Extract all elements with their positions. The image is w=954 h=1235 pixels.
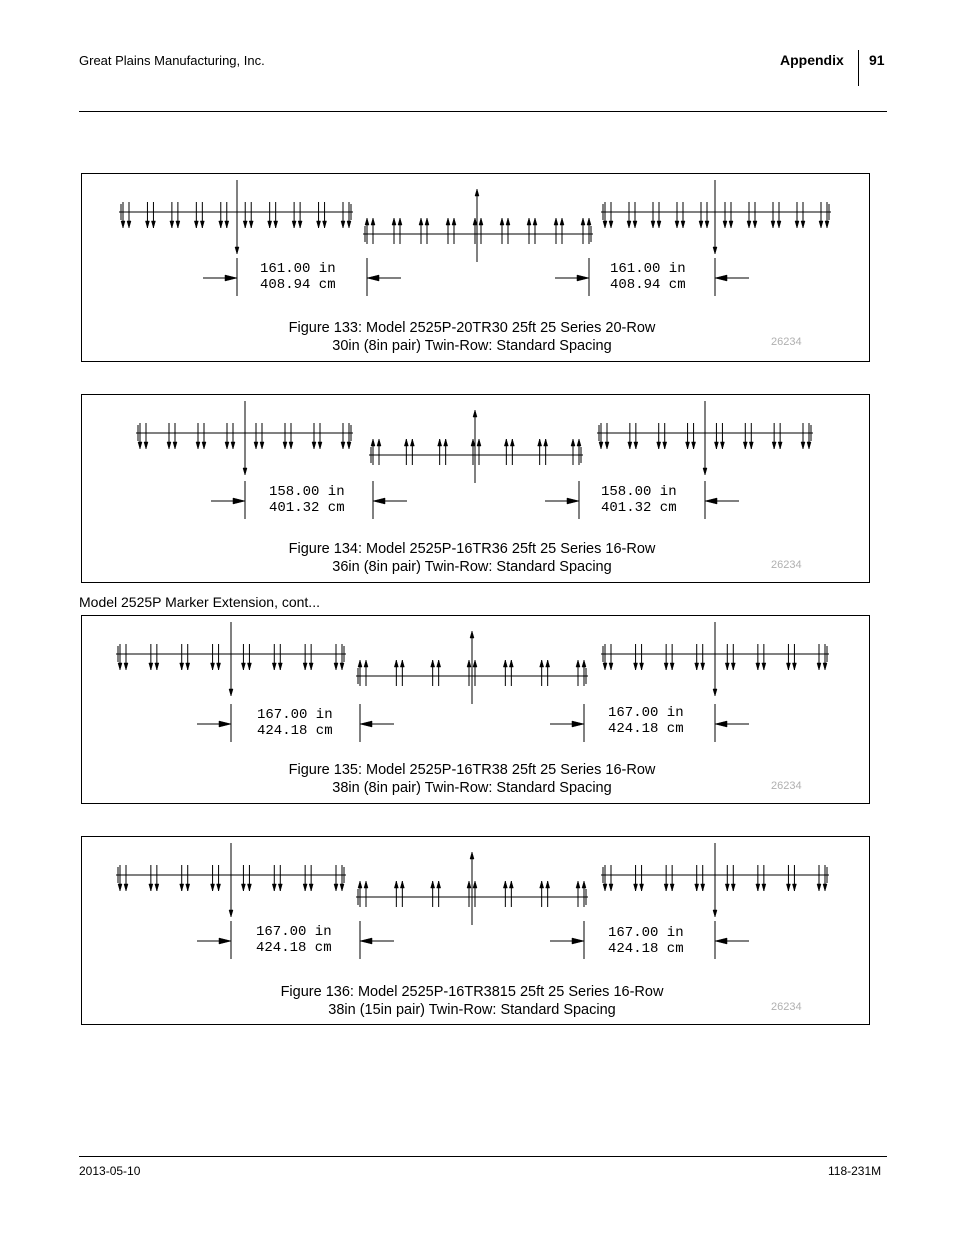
row-unit-arrow [473,881,477,888]
row-unit-arrow [437,660,441,667]
left-dimension-label: 167.00 in 424.18 cm [257,707,333,739]
figure-caption: Figure 134: Model 2525P-16TR36 25ft 25 Series 16-Row 36in (8in pair) Twin-Row: Standard Spacing [288,541,656,575]
row-unit-arrow [473,218,477,225]
row-unit-arrow [225,442,229,449]
row-unit-arrow [121,221,125,228]
right-dimension-label: 158.00 in 401.32 cm [601,484,677,516]
row-unit-arrow [546,881,550,888]
row-unit-arrow [340,884,344,891]
row-unit-arrow [431,881,435,888]
row-unit-arrow [675,221,679,228]
dimension-arrow [572,721,584,727]
center-arrow [235,247,239,254]
row-unit-arrow [560,218,564,225]
row-unit-arrow [303,884,307,891]
row-unit-arrow [309,884,313,891]
header-company: Great Plains Manufacturing, Inc. [79,53,265,68]
row-unit-arrow [554,218,558,225]
row-unit-arrow [544,439,548,446]
row-unit-arrow [628,442,632,449]
row-unit-arrow [777,221,781,228]
row-unit-arrow [479,218,483,225]
row-unit-arrow [701,884,705,891]
row-unit-arrow [243,221,247,228]
row-unit-arrow [176,221,180,228]
row-unit-arrow [823,884,827,891]
row-unit-arrow [173,442,177,449]
row-unit-arrow [446,218,450,225]
center-arrow [229,689,233,696]
row-unit-arrow [467,660,471,667]
row-unit-arrow [341,221,345,228]
row-unit-arrow [400,660,404,667]
figure-number: 26234 [771,559,802,571]
row-unit-arrow [792,884,796,891]
dimension-arrow [567,498,579,504]
row-unit-arrow [640,663,644,670]
row-unit-arrow [217,884,221,891]
row-unit-arrow [118,884,122,891]
row-unit-arrow [603,221,607,228]
row-unit-arrow [317,221,321,228]
row-unit-arrow [145,221,149,228]
row-unit-arrow [587,218,591,225]
row-unit-arrow [725,884,729,891]
right-dimension-label: 161.00 in 408.94 cm [610,261,686,293]
row-unit-arrow [506,218,510,225]
center-arrow [470,631,474,638]
row-unit-arrow [138,442,142,449]
row-unit-arrow [500,218,504,225]
row-unit-arrow [151,221,155,228]
row-unit-arrow [404,439,408,446]
row-unit-arrow [801,221,805,228]
row-unit-arrow [729,221,733,228]
dimension-arrow [705,498,717,504]
row-unit-arrow [127,221,131,228]
row-unit-arrow [503,660,507,667]
row-unit-arrow [786,884,790,891]
figure-number: 26234 [771,336,802,348]
row-unit-arrow [753,221,757,228]
row-unit-arrow [444,439,448,446]
row-unit-arrow [341,442,345,449]
row-unit-arrow [365,218,369,225]
row-unit-arrow [186,884,190,891]
dimension-arrow [360,938,372,944]
row-unit-arrow [211,884,215,891]
row-unit-arrow [431,660,435,667]
left-dimension-label: 161.00 in 408.94 cm [260,261,336,293]
row-unit-arrow [705,221,709,228]
row-unit-arrow [347,442,351,449]
row-unit-arrow [364,881,368,888]
row-unit-arrow [180,663,184,670]
row-unit-arrow [318,442,322,449]
row-unit-arrow [819,221,823,228]
row-unit-arrow [452,218,456,225]
row-unit-arrow [419,218,423,225]
dimension-arrow [577,275,589,281]
row-unit-arrow [186,663,190,670]
row-unit-arrow [807,442,811,449]
dimension-arrow [219,721,231,727]
row-unit-arrow [509,660,513,667]
dimension-arrow [373,498,385,504]
row-unit-arrow [720,442,724,449]
row-unit-arrow [756,663,760,670]
row-unit-arrow [217,663,221,670]
row-unit-arrow [747,221,751,228]
row-unit-arrow [786,663,790,670]
row-unit-arrow [274,221,278,228]
row-unit-arrow [527,218,531,225]
figure-136 [81,836,870,1025]
row-unit-arrow [202,442,206,449]
row-unit-arrow [231,442,235,449]
row-unit-arrow [347,221,351,228]
figure-caption: Figure 133: Model 2525P-20TR30 25ft 25 Series 20-Row 30in (8in pair) Twin-Row: Standard Spacing [288,320,656,354]
row-unit-arrow [200,221,204,228]
header-rule [79,111,887,112]
row-unit-arrow [651,221,655,228]
row-unit-arrow [686,442,690,449]
row-unit-arrow [577,439,581,446]
row-unit-arrow [247,884,251,891]
row-unit-arrow [509,881,513,888]
row-unit-arrow [681,221,685,228]
row-unit-arrow [358,660,362,667]
row-unit-arrow [260,442,264,449]
dimension-arrow [225,275,237,281]
row-unit-arrow [180,884,184,891]
row-unit-arrow [504,439,508,446]
row-unit-arrow [211,663,215,670]
row-unit-arrow [358,881,362,888]
row-unit-arrow [410,439,414,446]
row-unit-arrow [657,221,661,228]
row-unit-arrow [392,218,396,225]
center-arrow [713,910,717,917]
row-unit-arrow [289,442,293,449]
row-unit-arrow [425,218,429,225]
row-unit-arrow [695,663,699,670]
row-unit-arrow [725,663,729,670]
row-unit-arrow [334,884,338,891]
center-arrow [470,852,474,859]
row-unit-arrow [609,663,613,670]
row-unit-arrow [817,663,821,670]
center-arrow [473,410,477,417]
figure-134 [81,394,870,583]
row-unit-arrow [219,221,223,228]
row-unit-arrow [546,660,550,667]
row-unit-arrow [241,663,245,670]
row-unit-arrow [795,221,799,228]
footer-date: 2013-05-10 [79,1164,141,1178]
figure-135 [81,615,870,804]
row-unit-arrow [323,221,327,228]
section-subheading: Model 2525P Marker Extension, cont... [79,594,320,610]
row-unit-arrow [771,221,775,228]
row-unit-arrow [778,442,782,449]
row-unit-arrow [309,663,313,670]
row-unit-arrow [699,221,703,228]
row-unit-arrow [394,660,398,667]
row-unit-arrow [312,442,316,449]
row-unit-arrow [743,442,747,449]
row-unit-arrow [149,663,153,670]
row-unit-arrow [731,663,735,670]
row-unit-arrow [627,221,631,228]
row-unit-arrow [377,439,381,446]
row-unit-arrow [437,881,441,888]
row-unit-arrow [664,663,668,670]
row-unit-arrow [225,221,229,228]
row-unit-arrow [756,884,760,891]
row-unit-arrow [340,663,344,670]
center-arrow [713,689,717,696]
row-unit-arrow [241,884,245,891]
row-unit-arrow [749,442,753,449]
row-unit-arrow [605,442,609,449]
row-unit-arrow [538,439,542,446]
row-unit-arrow [576,881,580,888]
row-unit-arrow [272,884,276,891]
row-unit-arrow [278,663,282,670]
row-unit-arrow [477,439,481,446]
row-unit-arrow [772,442,776,449]
row-unit-arrow [670,884,674,891]
row-unit-arrow [170,221,174,228]
row-unit-arrow [155,884,159,891]
footer-rule [79,1156,887,1157]
row-unit-arrow [278,884,282,891]
row-unit-arrow [400,881,404,888]
row-unit-arrow [603,663,607,670]
footer-document-number: 118-231M [828,1164,882,1178]
header-page-number: 91 [869,52,885,68]
row-unit-arrow [762,884,766,891]
row-unit-arrow [398,218,402,225]
row-unit-arrow [599,442,603,449]
left-dimension-label: 167.00 in 424.18 cm [256,924,332,956]
row-unit-arrow [576,660,580,667]
row-unit-arrow [254,442,258,449]
row-unit-arrow [298,221,302,228]
row-unit-arrow [473,660,477,667]
center-arrow [229,910,233,917]
row-unit-arrow [670,663,674,670]
dimension-arrow [233,498,245,504]
row-unit-arrow [581,218,585,225]
row-unit-arrow [124,663,128,670]
row-unit-arrow [533,218,537,225]
row-unit-arrow [603,884,607,891]
figure-number: 26234 [771,1001,802,1013]
center-arrow [243,468,247,475]
figure-number: 26234 [771,780,802,792]
dimension-arrow [715,938,727,944]
row-unit-arrow [467,881,471,888]
figure-133 [81,173,870,362]
right-dimension-label: 167.00 in 424.18 cm [608,705,684,737]
row-unit-arrow [540,660,544,667]
row-unit-arrow [731,884,735,891]
row-unit-arrow [371,218,375,225]
row-unit-arrow [692,442,696,449]
row-unit-arrow [817,884,821,891]
row-unit-arrow [634,884,638,891]
row-unit-arrow [144,442,148,449]
row-unit-arrow [823,663,827,670]
row-unit-arrow [303,663,307,670]
row-unit-arrow [801,442,805,449]
row-unit-arrow [609,221,613,228]
dimension-arrow [367,275,379,281]
row-unit-arrow [283,442,287,449]
figure-caption: Figure 135: Model 2525P-16TR38 25ft 25 Series 16-Row 38in (8in pair) Twin-Row: Standard Spacing [288,762,656,796]
row-unit-arrow [292,221,296,228]
row-unit-arrow [571,439,575,446]
row-unit-arrow [196,442,200,449]
row-unit-arrow [249,221,253,228]
row-unit-arrow [695,884,699,891]
row-unit-arrow [510,439,514,446]
row-unit-arrow [272,663,276,670]
row-unit-arrow [438,439,442,446]
dimension-arrow [715,721,727,727]
row-unit-arrow [167,442,171,449]
row-unit-arrow [194,221,198,228]
row-unit-arrow [714,442,718,449]
dimension-arrow [219,938,231,944]
header-separator [858,50,859,86]
row-unit-arrow [371,439,375,446]
row-unit-arrow [664,884,668,891]
row-unit-arrow [149,884,153,891]
row-unit-arrow [723,221,727,228]
dimension-arrow [715,275,727,281]
row-unit-arrow [825,221,829,228]
figure-caption: Figure 136: Model 2525P-16TR3815 25ft 25 Series 16-Row 38in (15in pair) Twin-Row: Standard Spacing [280,984,664,1018]
row-unit-arrow [634,442,638,449]
row-unit-arrow [582,881,586,888]
right-dimension-label: 167.00 in 424.18 cm [608,925,684,957]
row-unit-arrow [394,881,398,888]
row-unit-arrow [155,663,159,670]
row-unit-arrow [663,442,667,449]
center-arrow [703,468,707,475]
row-unit-arrow [657,442,661,449]
row-unit-arrow [364,660,368,667]
row-unit-arrow [582,660,586,667]
dimension-arrow [572,938,584,944]
row-unit-arrow [609,884,613,891]
center-arrow [713,247,717,254]
row-unit-arrow [471,439,475,446]
row-unit-arrow [633,221,637,228]
row-unit-arrow [334,663,338,670]
row-unit-arrow [634,663,638,670]
row-unit-arrow [268,221,272,228]
row-unit-arrow [640,884,644,891]
left-dimension-label: 158.00 in 401.32 cm [269,484,345,516]
header-section-title: Appendix [780,52,844,68]
row-unit-arrow [118,663,122,670]
row-unit-arrow [701,663,705,670]
row-unit-arrow [762,663,766,670]
row-unit-arrow [792,663,796,670]
center-arrow [475,189,479,196]
row-unit-arrow [503,881,507,888]
row-unit-arrow [540,881,544,888]
row-unit-arrow [247,663,251,670]
dimension-arrow [360,721,372,727]
row-unit-arrow [124,884,128,891]
